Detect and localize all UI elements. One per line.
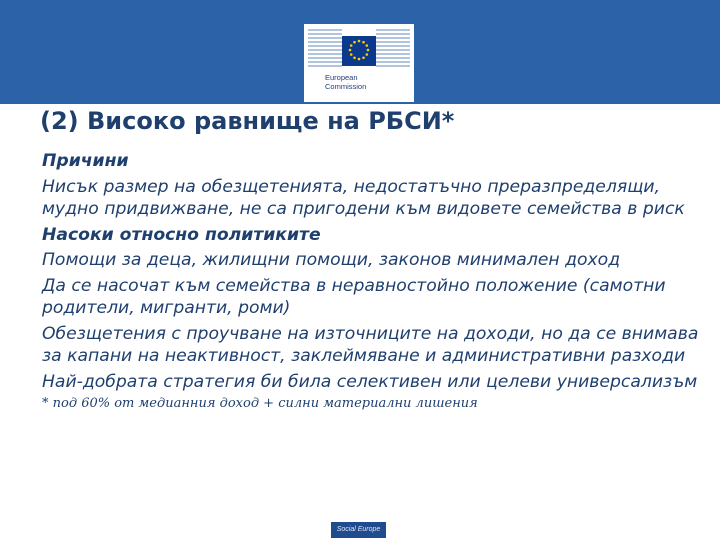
section-heading-causes: Причини	[42, 151, 129, 171]
section-heading-policy: Насоки относно политиките	[42, 224, 321, 245]
logo-text: European Commission	[325, 73, 367, 91]
bullet-text: Да се насочат към семейства в неравностойно положение (самотни родители, мигранти, роми)	[42, 275, 666, 318]
footnote: * под 60% от медианния доход + силни материални лишения	[42, 396, 478, 411]
bullet-text: Най-добрата стратегия би била селективен или целеви универсализъм	[42, 371, 698, 392]
bullet-text: Нисък размер на обезщетенията, недостатъчно преразпределящи, мудно придвижване, не са пригодени към видовете семейства в риск	[42, 176, 685, 219]
slide-content	[42, 150, 712, 412]
slide-title: (2) Високо равнище на РБСИ*	[40, 107, 455, 135]
bullet-text: Помощи за деца, жилищни помощи, законов минимален доход	[42, 250, 621, 270]
bullet-text: Обезщетения с проучване на източниците на доходи, но да се внимава за капани на неактивност, заклеймяване и административни разходи	[42, 323, 699, 366]
social-europe-badge: Social Europe	[331, 522, 386, 538]
